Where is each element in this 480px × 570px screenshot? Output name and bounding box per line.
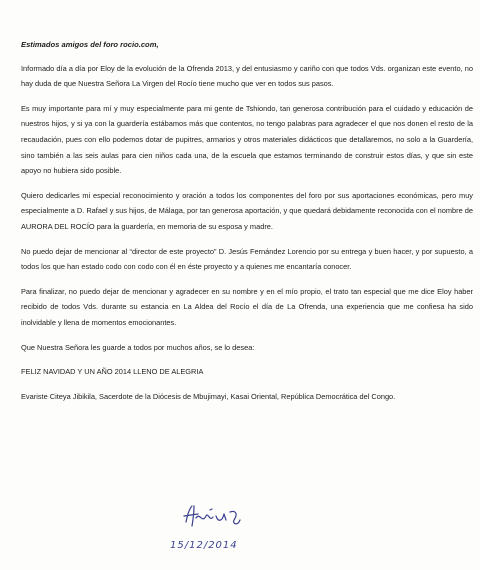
signatory-line: Evariste Citeya Jibikila, Sacerdote de la Diócesis de Mbujimayi, Kasai Oriental, República Democrática del Congo. xyxy=(21,391,396,401)
handwritten-signature xyxy=(180,500,260,532)
paragraph-dedication: Quiero dedicarles mi especial reconocimiento y oración a todos los componentes del foro por sus aportaciones económicas, pero muy especialmente a D. Rafael y sus hijos, de Málaga, por tan generosa aportación, y que quedará debidamente reconocida con el nombre de AURORA DEL ROCÍO para la guardería, en memoria de su esposa y madre. xyxy=(21,190,473,231)
letter-greeting: Estimados amigos del foro rocio.com, xyxy=(21,40,159,49)
letter-body xyxy=(21,37,473,413)
closing-line: Que Nuestra Señora les guarde a todos por muchos años, se lo desea: xyxy=(21,342,255,352)
paragraph-final: Para finalizar, no puedo dejar de mencionar y agradecer en su nombre y en el mío propio, el trato tan especial que me dice Eloy haber recibido de todos Vds. durante su estancia en La Aldea del Rocío el día de La Ofrenda, una experiencia que me confiesa ha sido inolvidable y llena de momentos emocionantes. xyxy=(21,286,473,327)
paragraph-intro: Informado día a día por Eloy de la evolución de la Ofrenda 2013, y del entusiasmo y cariño con que todos Vds. organizan este evento, no hay duda de que Nuestra Señora La Virgen del Rocío tiene mucho que ver en todos sus pasos. xyxy=(21,63,473,89)
wishes-line: FELIZ NAVIDAD Y UN AÑO 2014 LLENO DE ALEGRIA xyxy=(21,367,204,377)
paragraph-director: No puedo dejar de mencionar al “director de este proyecto” D. Jesús Fernández Lorencio por su entrega y buen hacer, y por supuesto, a todos los que han estado codo con codo con él en éste proyecto y a quienes me encantaría conocer. xyxy=(21,246,473,272)
handwritten-date: 15/12/2014 xyxy=(170,540,238,551)
paragraph-gratitude: Es muy importante para mí y muy especialmente para mi gente de Tshiondo, tan generosa contribución para el cuidado y educación de nuestros hijos, y si ya con la guardería estábamos más que contentos, no tengo palabras para agradecer el que nos donen el resto de la recaudación, pues con ello podemos dotar de pupitres, armarios y otros materiales didácticos que detallaremos, no solo a la Guardería, sino también a las seis aulas para cien niños cada una, de la escuela que estamos terminando de construir estos días, y que sin este apoyo no hubiera sido posible. xyxy=(21,103,473,176)
